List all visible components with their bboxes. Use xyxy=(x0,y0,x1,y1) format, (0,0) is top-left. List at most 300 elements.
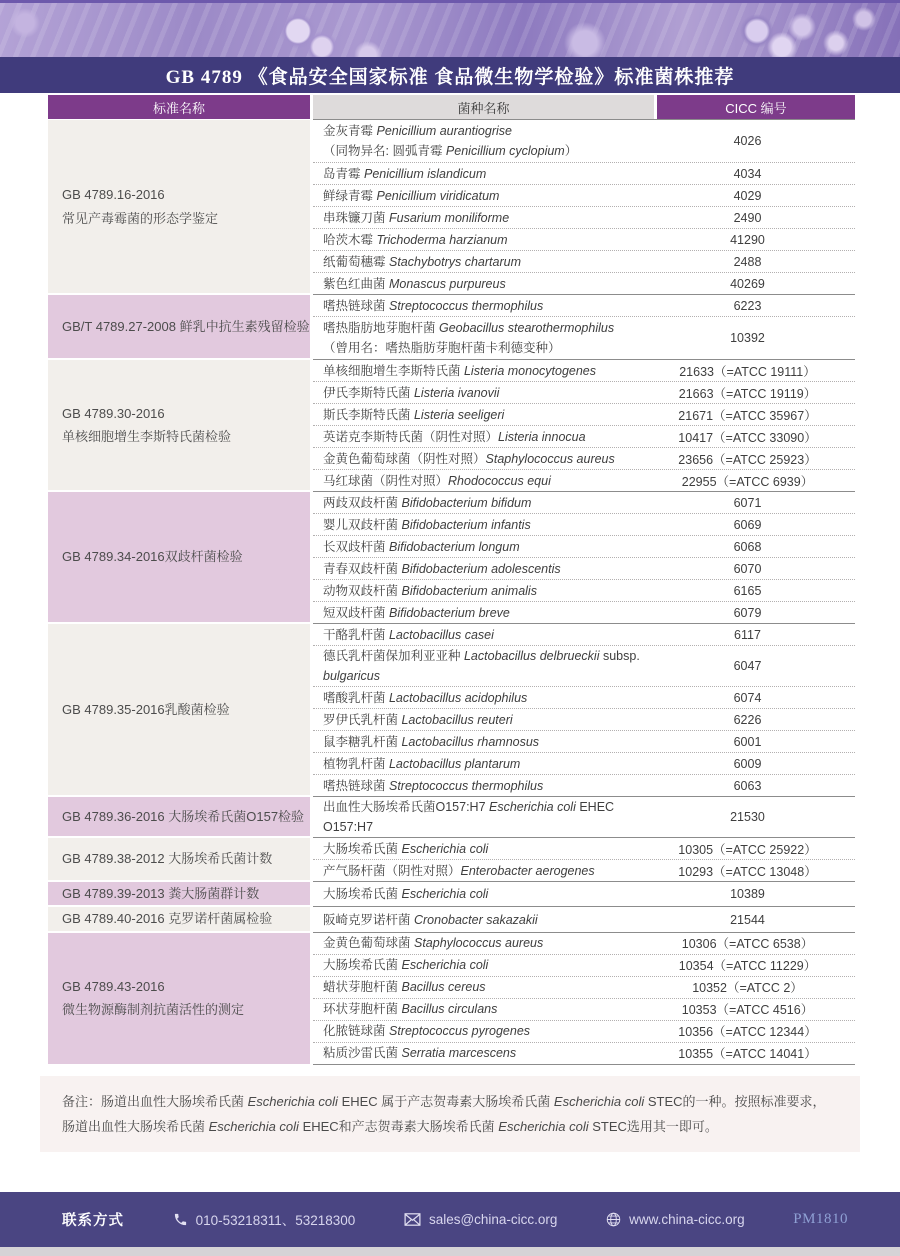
strain-name xyxy=(313,1021,640,1041)
strain-name-line xyxy=(323,537,640,557)
text-run: 罗伊氏乳杆菌 xyxy=(323,712,402,727)
strain-name-line xyxy=(323,361,640,381)
strain-name-line xyxy=(323,839,640,859)
strain-row xyxy=(313,954,855,976)
strain-row xyxy=(313,859,855,881)
latin-name: Escherichia coli xyxy=(498,1118,589,1134)
standard-name-line: 微生物源酶制剂抗菌活性的测定 xyxy=(62,1002,245,1018)
latin-name: Geobacillus stearothermophilus xyxy=(438,321,615,335)
phone-number: 010-53218311、53218300 xyxy=(195,1213,356,1229)
strain-name xyxy=(313,559,640,579)
standard-name-line: GB 4789.35-2016乳酸菌检验 xyxy=(62,701,230,717)
strain-name-line xyxy=(323,252,640,272)
strain-name xyxy=(313,646,640,686)
strain-name xyxy=(313,471,640,491)
text-run: 备注：肠道出血性大肠埃希氏菌 xyxy=(62,1093,248,1109)
strain-name-line xyxy=(323,427,640,447)
strain-row xyxy=(313,206,855,228)
strain-row xyxy=(313,976,855,998)
footer-bar xyxy=(0,1192,900,1247)
standard-name-line: 单核细胞增生李斯特氏菌检验 xyxy=(62,429,232,444)
strain-name xyxy=(313,710,640,730)
latin-name: Bifidobacterium longum xyxy=(388,539,520,554)
text-run: 大肠埃希氏菌 xyxy=(323,841,402,856)
bottom-strip xyxy=(0,1247,900,1256)
latin-name: Monascus purpureus xyxy=(388,276,506,291)
standard-name-cell xyxy=(48,907,310,930)
note-box xyxy=(40,1076,860,1152)
strain-row xyxy=(313,884,855,905)
strain-row xyxy=(313,686,855,708)
strain-name xyxy=(313,121,640,161)
text-run: 粘质沙雷氏菌 xyxy=(323,1046,402,1061)
strain-rows xyxy=(313,796,855,837)
banner-image xyxy=(0,0,900,57)
standard-name-line: GB 4789.43-2016 xyxy=(62,978,165,994)
latin-name: Trichoderma harzianum xyxy=(376,232,508,247)
text-run: （曾用名：嗜热脂肪芽胞杆菌卡利德变种） xyxy=(323,341,561,355)
text-run: 德氏乳杆菌保加利亚亚种 xyxy=(323,649,464,663)
latin-name: Bifidobacterium adolescentis xyxy=(401,561,561,576)
cicc-number: 21671（=ATCC 35967） xyxy=(678,408,817,423)
text-run: 婴儿双歧杆菌 xyxy=(323,517,402,532)
strain-name xyxy=(313,688,640,708)
strain-name-line xyxy=(323,999,640,1019)
cicc-number: 10306（=ATCC 6538） xyxy=(681,937,814,952)
strain-name-line xyxy=(323,884,640,904)
strain-name-line xyxy=(323,559,640,579)
latin-name: Bifidobacterium infantis xyxy=(401,517,531,532)
phone-icon xyxy=(173,1212,188,1227)
strain-row xyxy=(313,1042,855,1064)
latin-name: bulgaricus xyxy=(323,669,380,683)
strain-row xyxy=(313,909,855,930)
text-run: 两歧双歧杆菌 xyxy=(323,495,402,510)
strain-name-line xyxy=(323,449,640,469)
strain-name-line xyxy=(323,493,640,513)
standard-group xyxy=(48,359,855,491)
text-run: 纸葡萄穗霉 xyxy=(323,254,389,269)
standard-name-cell xyxy=(48,295,310,358)
text-run: 嗜酸乳杆菌 xyxy=(323,690,389,705)
text-run: 鼠李糖乳杆菌 xyxy=(323,734,402,749)
standard-name-line: GB/T 4789.27-2008 鲜乳中抗生素残留检验 xyxy=(62,318,310,334)
note-text xyxy=(62,1094,826,1134)
strain-name-line xyxy=(323,1021,640,1041)
standard-group xyxy=(48,491,855,623)
latin-name: Penicillium viridicatum xyxy=(376,188,500,203)
strain-name xyxy=(313,861,640,881)
text-run: 嗜热链球菌 xyxy=(323,778,389,793)
text-run: subsp. xyxy=(599,649,640,663)
cicc-number: 4029 xyxy=(733,188,762,203)
title-bar xyxy=(0,57,900,93)
text-run: 金黄色葡萄球菌 xyxy=(323,936,414,951)
strain-name-line xyxy=(323,933,640,953)
latin-name: Streptococcus pyrogenes xyxy=(388,1024,531,1039)
cicc-number: 23656（=ATCC 25923） xyxy=(678,452,817,467)
cicc-number: 4034 xyxy=(733,166,762,181)
text-run: 产气肠杆菌（阴性对照） xyxy=(323,863,461,878)
cicc-number: 21663（=ATCC 19119） xyxy=(678,386,817,401)
cicc-number: 21530 xyxy=(730,810,765,824)
strain-rows xyxy=(313,906,855,931)
footer-email[interactable] xyxy=(404,1212,558,1227)
strain-name xyxy=(313,933,640,953)
strain-name xyxy=(313,1043,640,1063)
strain-row xyxy=(313,708,855,730)
latin-name: Fusarium moniliforme xyxy=(388,210,510,225)
strain-name xyxy=(313,776,640,796)
strain-name-line xyxy=(323,797,640,837)
latin-name: Penicillium aurantiogrise xyxy=(376,124,512,138)
latin-name: Bacillus cereus xyxy=(401,980,486,995)
standard-name-cell xyxy=(48,492,310,622)
strain-name xyxy=(313,186,640,206)
latin-name: Lactobacillus plantarum xyxy=(388,756,521,771)
cicc-number: 6009 xyxy=(733,756,762,771)
envelope-icon xyxy=(404,1213,421,1226)
strain-name-line2 xyxy=(323,338,640,358)
strain-row xyxy=(313,381,855,403)
text-run: 环状芽胞杆菌 xyxy=(323,1002,402,1017)
strain-rows xyxy=(313,294,855,359)
strain-name xyxy=(313,910,640,930)
strain-row xyxy=(313,579,855,601)
cicc-number: 40269 xyxy=(730,276,765,291)
latin-name: Escherichia coli xyxy=(401,958,489,973)
strain-name xyxy=(313,427,640,447)
text-run: 金灰青霉 xyxy=(323,124,377,138)
standard-name-cell xyxy=(48,797,310,836)
strain-row xyxy=(313,535,855,557)
strain-row xyxy=(313,752,855,774)
strain-row xyxy=(313,295,855,316)
strain-row xyxy=(313,601,855,623)
text-run: 干酪乳杆菌 xyxy=(323,627,389,642)
strain-row xyxy=(313,774,855,796)
latin-name: Penicillium islandicum xyxy=(363,166,487,181)
latin-name: Streptococcus thermophilus xyxy=(388,778,544,793)
cicc-number: 10293（=ATCC 13048） xyxy=(678,864,817,879)
strain-row xyxy=(313,228,855,250)
strain-row xyxy=(313,469,855,491)
strain-name xyxy=(313,515,640,535)
standard-name-line: GB 4789.36-2016 大肠埃希氏菌O157检验 xyxy=(62,808,305,824)
latin-name: Streptococcus thermophilus xyxy=(388,298,544,313)
latin-name: Cronobacter sakazakii xyxy=(413,912,538,927)
strain-row xyxy=(313,933,855,954)
cicc-number: 10355（=ATCC 14041） xyxy=(678,1047,817,1062)
latin-name: Escherichia coli xyxy=(247,1093,338,1109)
cicc-number: 10389 xyxy=(730,887,765,902)
strain-name-line xyxy=(323,581,640,601)
text-run: 鲜绿青霉 xyxy=(323,188,377,203)
cicc-number: 10356（=ATCC 12344） xyxy=(678,1025,817,1040)
strain-name-line xyxy=(323,274,640,294)
text-run: 出血性大肠埃希氏菌O157:H7 xyxy=(323,800,490,814)
standard-group xyxy=(48,837,855,881)
strain-row xyxy=(313,425,855,447)
latin-name: Lactobacillus casei xyxy=(388,627,494,642)
table-header xyxy=(48,95,855,119)
strain-name xyxy=(313,383,640,403)
strain-row xyxy=(313,645,855,686)
latin-name: Listeria innocua xyxy=(498,429,586,444)
standard-name-cell xyxy=(48,882,310,905)
strain-row xyxy=(313,730,855,752)
standard-name-cell xyxy=(48,120,310,293)
standard-group xyxy=(48,881,855,906)
strain-rows xyxy=(313,491,855,623)
strain-row xyxy=(313,624,855,645)
cicc-number: 6063 xyxy=(733,778,762,793)
standard-name-line: GB 4789.16-2016 xyxy=(62,187,165,203)
standard-name-cell xyxy=(48,933,310,1064)
text-run: 长双歧杆菌 xyxy=(323,539,389,554)
text-run: EHEC 属于产志贺毒素大肠埃希氏菌 xyxy=(337,1093,554,1109)
strain-row xyxy=(313,184,855,206)
standard-name-line: GB 4789.30-2016 xyxy=(62,405,165,421)
latin-name: Escherichia coli xyxy=(208,1118,299,1134)
strain-name xyxy=(313,999,640,1019)
text-run: 植物乳杆菌 xyxy=(323,756,389,771)
cicc-number: 2488 xyxy=(733,254,762,269)
standard-name-line: GB 4789.40-2016 克罗诺杆菌属检验 xyxy=(62,911,273,927)
text-run: 化脓链球菌 xyxy=(323,1024,389,1039)
cicc-number: 6074 xyxy=(733,690,762,705)
strain-name xyxy=(313,274,640,294)
page-title: GB 4789 《食品安全国家标准 食品微生物学检验》标准菌株推荐 xyxy=(165,66,735,88)
latin-name: Escherichia coli xyxy=(553,1093,645,1109)
cicc-number: 10392 xyxy=(730,331,765,345)
latin-name: Lactobacillus reuteri xyxy=(401,712,513,727)
text-run: 伊氏李斯特氏菌 xyxy=(323,385,414,400)
text-run: 短双歧杆菌 xyxy=(323,605,389,620)
strain-name-line xyxy=(323,230,640,250)
strain-name-line xyxy=(323,1043,640,1063)
strain-row xyxy=(313,316,855,359)
strain-name xyxy=(313,884,640,904)
strain-row xyxy=(313,838,855,859)
standard-name-line: GB 4789.34-2016双歧杆菌检验 xyxy=(62,549,243,565)
standard-group xyxy=(48,932,855,1065)
strain-name xyxy=(313,318,640,358)
strain-name-line xyxy=(323,296,640,316)
strain-name-line xyxy=(323,603,640,623)
latin-name: Stachybotrys chartarum xyxy=(388,254,521,269)
text-run: 哈茨木霉 xyxy=(323,232,377,247)
col-header-standard: 标准名称 xyxy=(48,95,310,119)
latin-name: Escherichia coli xyxy=(401,887,489,902)
text-run: ） xyxy=(564,144,578,158)
cicc-number: 10354（=ATCC 11229） xyxy=(678,959,817,974)
strain-name-line xyxy=(323,754,640,774)
standard-group xyxy=(48,119,855,294)
strain-name xyxy=(313,732,640,752)
strain-row xyxy=(313,272,855,294)
cicc-number: 6226 xyxy=(733,712,762,727)
cicc-number: 6223 xyxy=(733,298,762,313)
footer-website[interactable] xyxy=(606,1212,745,1227)
latin-name: Escherichia coli xyxy=(401,841,489,856)
strain-row xyxy=(313,120,855,162)
globe-icon xyxy=(606,1212,621,1227)
table-body xyxy=(48,119,855,1065)
text-run: EHEC和产志贺毒素大肠埃希氏菌 xyxy=(298,1118,499,1134)
standard-name-line: GB 4789.39-2013 粪大肠菌群计数 xyxy=(62,886,260,901)
strain-name-line xyxy=(323,977,640,997)
cicc-number: 10417（=ATCC 33090） xyxy=(678,430,817,445)
strain-name-line xyxy=(323,164,640,184)
latin-name: Bacillus circulans xyxy=(401,1002,498,1017)
text-run: 英诺克李斯特氏菌（阴性对照） xyxy=(323,429,499,444)
strain-name-line2 xyxy=(323,141,640,161)
cicc-number: 10352（=ATCC 2） xyxy=(692,981,803,996)
standard-group xyxy=(48,906,855,931)
strain-name-line xyxy=(323,208,640,228)
strain-name-line xyxy=(323,186,640,206)
standard-name-line: 常见产毒霉菌的形态学鉴定 xyxy=(62,210,219,226)
text-run: 阪崎克罗诺杆菌 xyxy=(323,912,414,927)
strain-row xyxy=(313,492,855,513)
cicc-number: 21633（=ATCC 19111） xyxy=(679,364,816,379)
text-run: 嗜热链球菌 xyxy=(323,298,389,313)
strain-name xyxy=(313,603,640,623)
strain-name-line xyxy=(323,710,640,730)
strain-name xyxy=(313,797,640,837)
text-run: 串珠镰刀菌 xyxy=(323,210,389,225)
strain-name-line xyxy=(323,646,640,686)
strain-row xyxy=(313,557,855,579)
strain-row xyxy=(313,447,855,469)
catalog-code: PM1810 xyxy=(793,1210,848,1227)
text-run: 单核细胞增生李斯特氏菌 xyxy=(323,363,464,378)
strain-name xyxy=(313,449,640,469)
text-run: （同物异名: 圆弧青霉 xyxy=(323,144,446,158)
latin-name: Enterobacter aerogenes xyxy=(460,863,595,878)
cicc-number: 6070 xyxy=(733,561,762,576)
strain-row xyxy=(313,797,855,837)
strain-name xyxy=(313,625,640,645)
cicc-number: 22955（=ATCC 6939） xyxy=(681,474,814,489)
latin-name: Penicillium cyclopium xyxy=(445,144,565,158)
standard-name-cell xyxy=(48,838,310,880)
strain-name-line xyxy=(323,471,640,491)
strain-rows xyxy=(313,881,855,906)
text-run: 蜡状芽胞杆菌 xyxy=(323,980,402,995)
latin-name: Lactobacillus acidophilus xyxy=(388,690,528,705)
text-run: STEC的一种。按照标准要求，肠道出血性大肠埃希氏菌 xyxy=(62,1093,826,1134)
strain-name xyxy=(313,754,640,774)
website-url[interactable]: www.china-cicc.org xyxy=(629,1211,745,1227)
text-run: 紫色红曲菌 xyxy=(323,276,389,291)
strain-rows xyxy=(313,932,855,1065)
latin-name: Staphylococcus aureus xyxy=(413,936,544,951)
text-run: 金黄色葡萄球菌（阴性对照） xyxy=(323,451,486,466)
cicc-number: 21544 xyxy=(730,912,765,927)
cicc-number: 41290 xyxy=(730,232,765,247)
strain-row xyxy=(313,360,855,381)
text-run: EHEC O157:H7 xyxy=(323,800,615,834)
strain-name-line xyxy=(323,405,640,425)
strain-name xyxy=(313,230,640,250)
standard-group xyxy=(48,796,855,837)
strain-rows xyxy=(313,119,855,294)
latin-name: Escherichia coli xyxy=(489,800,576,814)
cicc-number: 10353（=ATCC 4516） xyxy=(681,1003,814,1018)
strain-name-line xyxy=(323,688,640,708)
cicc-number: 4026 xyxy=(733,134,762,148)
footer-phone xyxy=(173,1209,356,1229)
text-run: 动物双歧杆菌 xyxy=(323,583,402,598)
email-address[interactable]: sales@china-cicc.org xyxy=(428,1211,558,1227)
latin-name: Bifidobacterium bifidum xyxy=(401,495,532,510)
strain-name xyxy=(313,252,640,272)
text-run: 斯氏李斯特氏菌 xyxy=(323,407,414,422)
text-run: STEC选用其一即可。 xyxy=(588,1118,718,1134)
latin-name: Serratia marcescens xyxy=(401,1046,517,1061)
strain-name xyxy=(313,493,640,513)
strain-name-line xyxy=(323,625,640,645)
strain-row xyxy=(313,162,855,184)
strain-name-line xyxy=(323,861,640,881)
cicc-number: 6068 xyxy=(733,539,762,554)
latin-name: Bifidobacterium breve xyxy=(388,605,510,620)
col-header-strain: 菌种名称 xyxy=(313,95,654,119)
text-run: 青春双歧杆菌 xyxy=(323,561,402,576)
contact-label: 联系方式 xyxy=(62,1212,124,1229)
text-run: 大肠埃希氏菌 xyxy=(323,958,402,973)
strain-row xyxy=(313,1020,855,1042)
strain-name-line xyxy=(323,910,640,930)
text-run: 马红球菌（阴性对照） xyxy=(323,473,449,488)
latin-name: Staphylococcus aureus xyxy=(485,451,615,466)
strain-name-line xyxy=(323,515,640,535)
strain-name xyxy=(313,839,640,859)
text-run: 嗜热脂肪地芽胞杆菌 xyxy=(323,321,439,335)
standard-group xyxy=(48,294,855,359)
standard-name-cell xyxy=(48,624,310,795)
latin-name: Rhodococcus equi xyxy=(448,473,551,488)
strain-name xyxy=(313,955,640,975)
latin-name: Listeria ivanovii xyxy=(413,385,500,400)
latin-name: Bifidobacterium animalis xyxy=(401,583,537,598)
text-run: 大肠埃希氏菌 xyxy=(323,887,402,902)
text-run: 岛青霉 xyxy=(323,166,364,181)
strain-name xyxy=(313,977,640,997)
strain-row xyxy=(313,998,855,1020)
strain-rows xyxy=(313,623,855,796)
strain-name xyxy=(313,361,640,381)
latin-name: Listeria seeligeri xyxy=(413,407,505,422)
strain-rows xyxy=(313,837,855,881)
cicc-number: 6047 xyxy=(733,659,762,673)
cicc-number: 6117 xyxy=(734,627,761,642)
strain-row xyxy=(313,250,855,272)
col-header-cicc: CICC 编号 xyxy=(657,95,855,119)
cicc-number: 6069 xyxy=(733,517,762,532)
cicc-number: 6079 xyxy=(733,605,762,620)
strain-name xyxy=(313,537,640,557)
standard-group xyxy=(48,623,855,796)
strain-name xyxy=(313,208,640,228)
strain-name-line xyxy=(323,732,640,752)
latin-name: Lactobacillus delbrueckii xyxy=(463,649,600,663)
cicc-number: 6071 xyxy=(733,495,762,510)
strain-name xyxy=(313,296,640,316)
latin-name: Listeria monocytogenes xyxy=(463,363,597,378)
